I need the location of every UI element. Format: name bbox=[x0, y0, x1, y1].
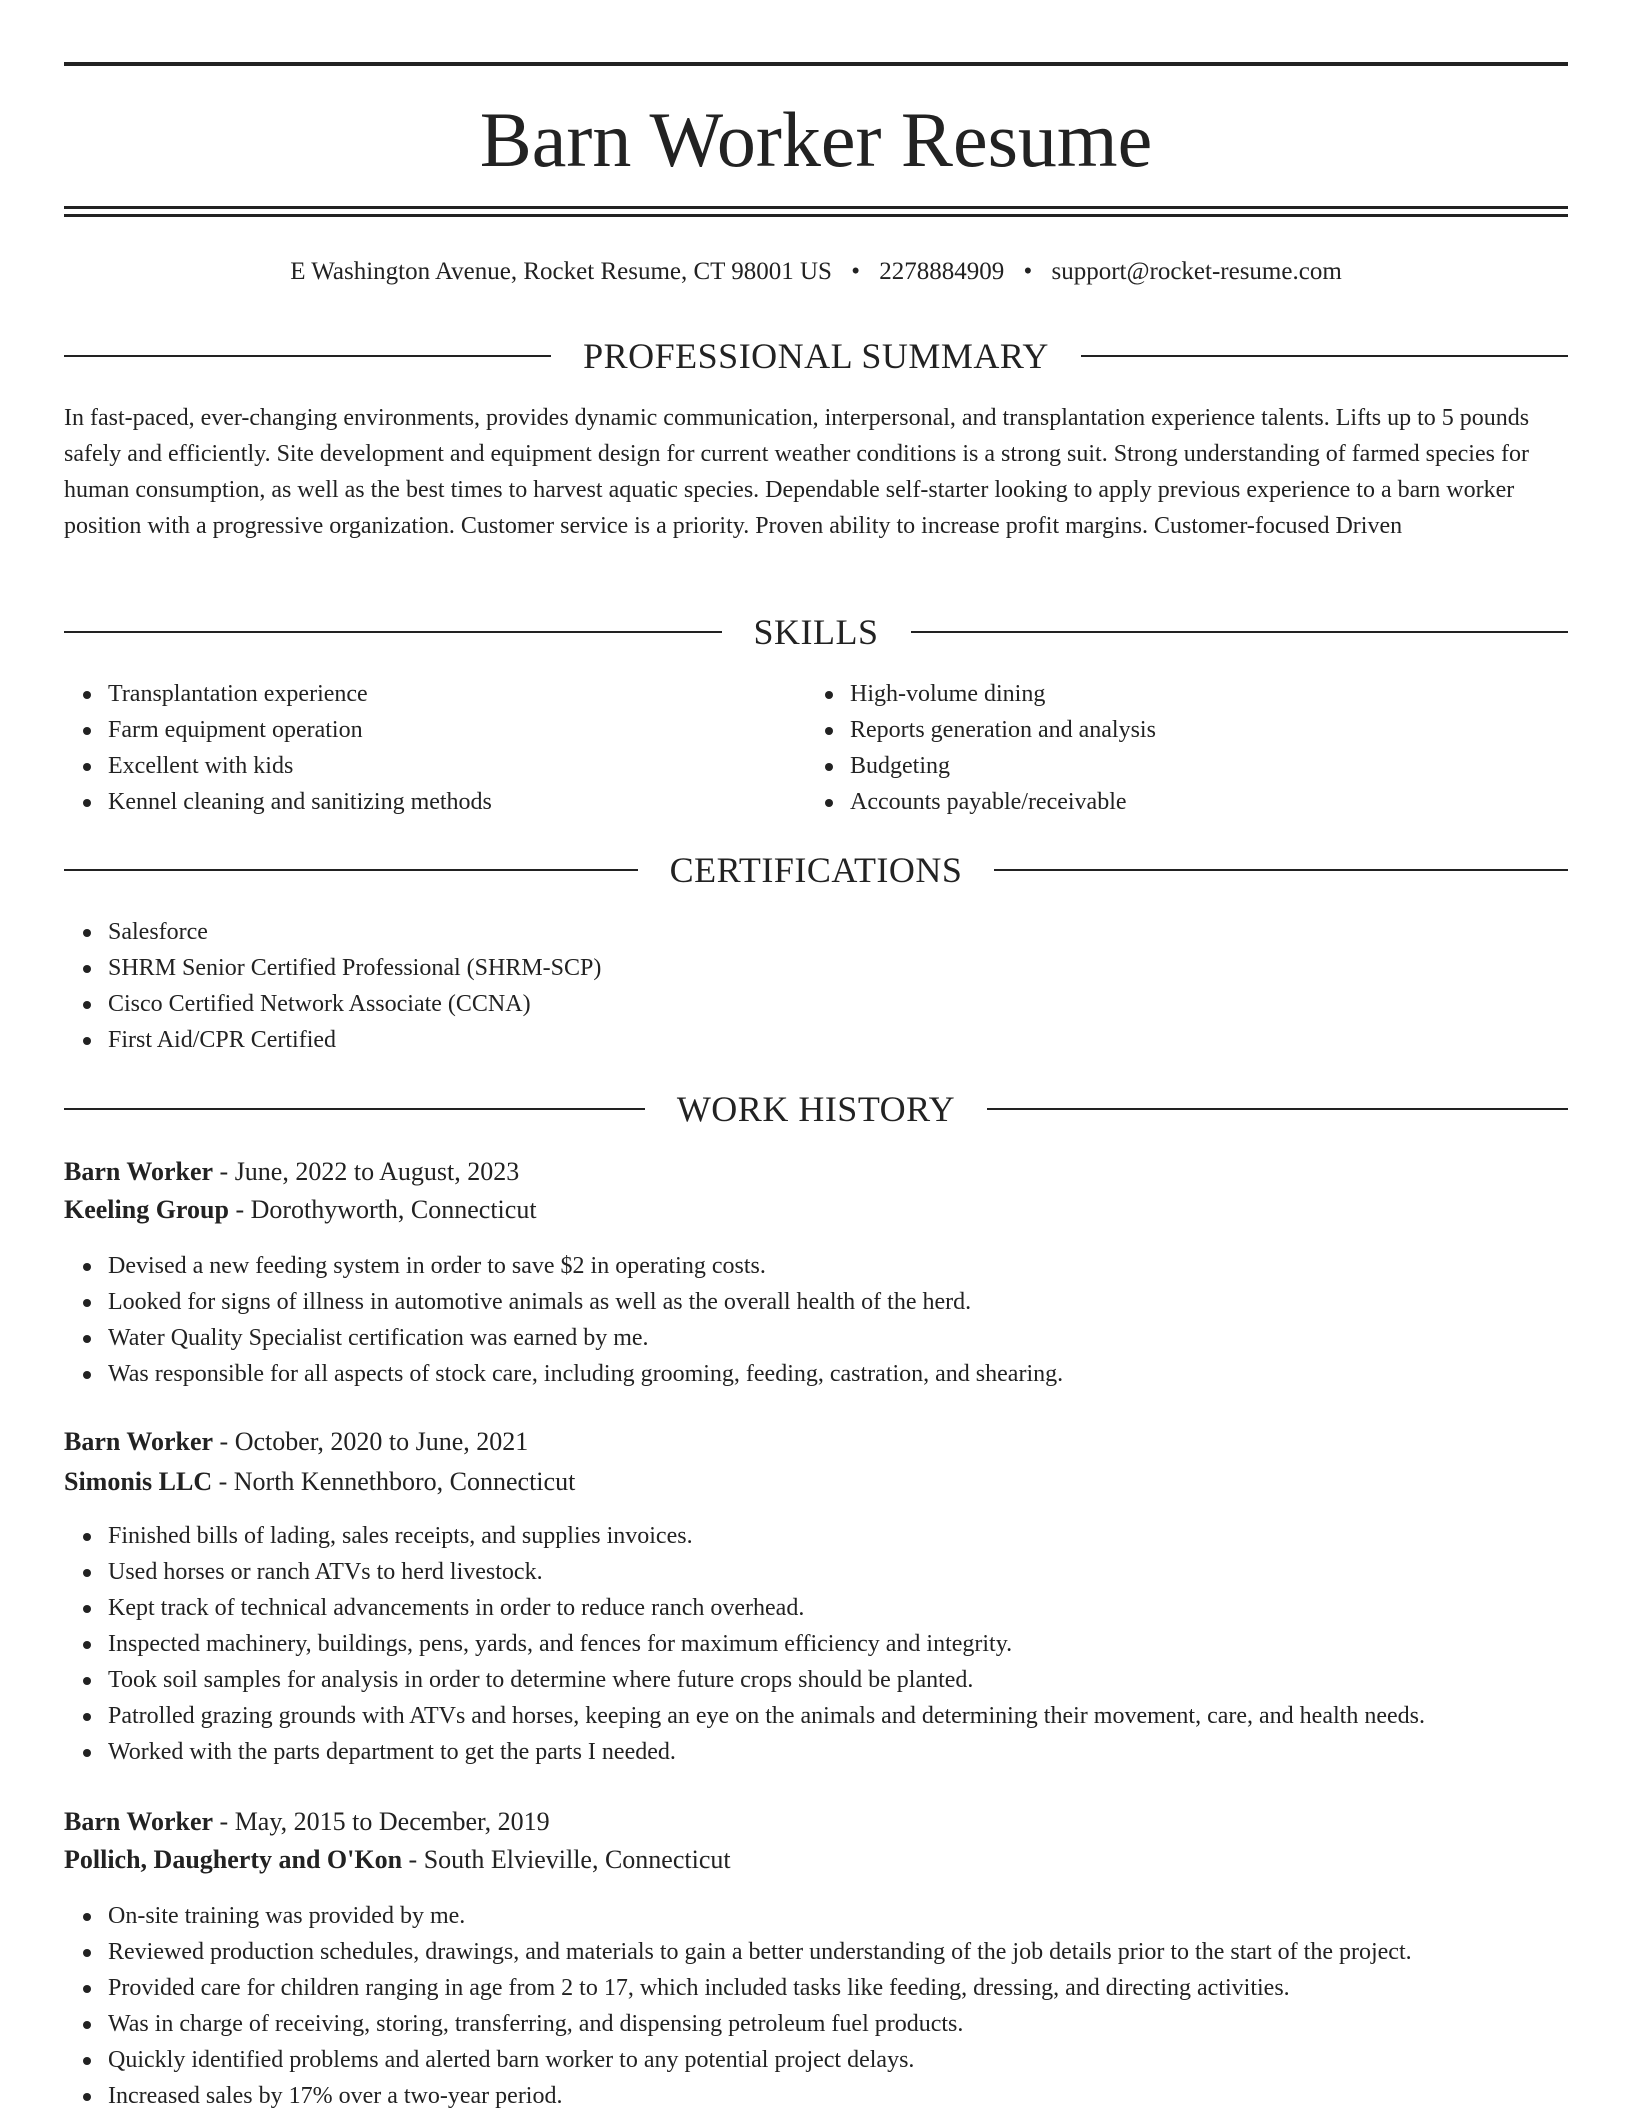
contact-separator: • bbox=[1023, 258, 1033, 285]
contact-email: support@rocket-resume.com bbox=[1051, 258, 1342, 285]
resume-title: Barn Worker Resume bbox=[479, 96, 1153, 183]
section-rule bbox=[64, 869, 638, 871]
section-rule bbox=[1081, 355, 1568, 357]
certification-item: Cisco Certified Network Associate (CCNA) bbox=[108, 986, 601, 1022]
section-heading: CERTIFICATIONS bbox=[669, 850, 963, 890]
job-dates: - June, 2022 to August, 2023 bbox=[213, 1157, 520, 1186]
contact-address: E Washington Avenue, Rocket Resume, CT 98001 US bbox=[290, 258, 832, 285]
section-heading: SKILLS bbox=[753, 612, 879, 652]
section-rule bbox=[64, 1108, 645, 1110]
job-location: - North Kennethboro, Connecticut bbox=[212, 1467, 576, 1496]
section-skills bbox=[64, 610, 1568, 654]
job-dates: - May, 2015 to December, 2019 bbox=[213, 1807, 550, 1836]
job-company-line bbox=[64, 1463, 1568, 1501]
contact-line bbox=[64, 254, 1568, 290]
skill-item: Budgeting bbox=[850, 748, 1156, 784]
skill-item: Excellent with kids bbox=[108, 748, 492, 784]
job-duty-item: Inspected machinery, buildings, pens, yards, and fences for maximum efficiency and integrity. bbox=[108, 1626, 1425, 1662]
job-duties-list bbox=[64, 1518, 1425, 1770]
job-company: Pollich, Daugherty and O'Kon bbox=[64, 1845, 403, 1874]
title-rule-lower bbox=[64, 214, 1568, 217]
job-duties-list bbox=[64, 1248, 1063, 1392]
section-certifications bbox=[64, 848, 1568, 892]
job-duty-item: Provided care for children ranging in age from 2 to 17, which included tasks like feeding, dressing, and directing activities. bbox=[108, 1970, 1412, 2006]
job-duty-item: Worked with the parts department to get the parts I needed. bbox=[108, 1734, 1425, 1770]
job-company: Simonis LLC bbox=[64, 1467, 213, 1496]
certification-item: SHRM Senior Certified Professional (SHRM-SCP) bbox=[108, 950, 601, 986]
job-duty-item: Reviewed production schedules, drawings, and materials to gain a better understanding of the job details prior to the start of the project. bbox=[108, 1934, 1412, 1970]
job-company-line bbox=[64, 1191, 1568, 1229]
section-rule bbox=[64, 355, 551, 357]
skill-item: Kennel cleaning and sanitizing methods bbox=[108, 784, 492, 820]
contact-separator: • bbox=[851, 258, 860, 285]
contact-phone: 2278884909 bbox=[879, 258, 1005, 285]
title-rule-upper bbox=[64, 206, 1568, 209]
skill-item: Accounts payable/receivable bbox=[850, 784, 1156, 820]
summary-text: In fast-paced, ever-changing environments, provides dynamic communication, interpersonal, and transplantation experience talents. Lifts up to 5 pounds safely and efficiently. Site development and equipment design for current weather conditions is a strong suit. Strong understanding of farmed species for human consumption, as well as the best times to harvest aquatic species. Dependable self-starter looking to apply previous experience to a barn worker position with a progressive organization. Customer service is a priority. Proven ability to increase profit margins. Customer-focused Driven bbox=[64, 405, 1530, 539]
section-heading: PROFESSIONAL SUMMARY bbox=[583, 336, 1049, 376]
job-duty-item: Patrolled grazing grounds with ATVs and horses, keeping an eye on the animals and determining their movement, care, and health needs. bbox=[108, 1698, 1425, 1734]
certification-item: Salesforce bbox=[108, 914, 601, 950]
section-professional-summary bbox=[64, 334, 1568, 378]
skill-item: Reports generation and analysis bbox=[850, 712, 1156, 748]
job-duty-item: Devised a new feeding system in order to save $2 in operating costs. bbox=[108, 1248, 1063, 1284]
top-rule bbox=[64, 62, 1568, 66]
skills-list-right bbox=[806, 676, 1156, 820]
section-rule bbox=[911, 631, 1569, 633]
job-dates: - October, 2020 to June, 2021 bbox=[213, 1427, 529, 1456]
job-title: Barn Worker bbox=[64, 1807, 214, 1836]
job-duty-item: Looked for signs of illness in automotive animals as well as the overall health of the herd. bbox=[108, 1284, 1063, 1320]
job-title-line bbox=[64, 1803, 1568, 1841]
certifications-list bbox=[64, 914, 601, 1058]
certification-item: First Aid/CPR Certified bbox=[108, 1022, 601, 1058]
job-duty-item: Finished bills of lading, sales receipts, and supplies invoices. bbox=[108, 1518, 1425, 1554]
job-title-line bbox=[64, 1423, 1568, 1461]
job-duty-item: Was responsible for all aspects of stock care, including grooming, feeding, castration, and shearing. bbox=[108, 1356, 1063, 1392]
section-work-history bbox=[64, 1087, 1568, 1131]
job-title: Barn Worker bbox=[64, 1157, 214, 1186]
section-rule bbox=[994, 869, 1568, 871]
job-duty-item: Quickly identified problems and alerted barn worker to any potential project delays. bbox=[108, 2042, 1412, 2078]
job-location: - South Elvieville, Connecticut bbox=[402, 1845, 731, 1874]
section-rule bbox=[64, 631, 722, 633]
job-duty-item: Water Quality Specialist certification was earned by me. bbox=[108, 1320, 1063, 1356]
job-title: Barn Worker bbox=[64, 1427, 214, 1456]
job-duty-item: Was in charge of receiving, storing, transferring, and dispensing petroleum fuel products. bbox=[108, 2006, 1412, 2042]
job-duties-list bbox=[64, 1898, 1412, 2114]
skill-item: Farm equipment operation bbox=[108, 712, 492, 748]
job-duty-item: Took soil samples for analysis in order to determine where future crops should be planted. bbox=[108, 1662, 1425, 1698]
skill-item: Transplantation experience bbox=[108, 676, 492, 712]
job-company: Keeling Group bbox=[64, 1195, 229, 1224]
job-location: - Dorothyworth, Connecticut bbox=[228, 1195, 537, 1224]
job-duty-item: Increased sales by 17% over a two-year period. bbox=[108, 2078, 1412, 2114]
job-title-line bbox=[64, 1153, 1568, 1191]
job-company-line bbox=[64, 1841, 1568, 1879]
job-duty-item: Used horses or ranch ATVs to herd livestock. bbox=[108, 1554, 1425, 1590]
skills-list-left bbox=[64, 676, 492, 820]
section-heading: WORK HISTORY bbox=[676, 1089, 956, 1129]
job-duty-item: Kept track of technical advancements in order to reduce ranch overhead. bbox=[108, 1590, 1425, 1626]
job-duty-item: On-site training was provided by me. bbox=[108, 1898, 1412, 1934]
section-rule bbox=[987, 1108, 1568, 1110]
skill-item: High-volume dining bbox=[850, 676, 1156, 712]
